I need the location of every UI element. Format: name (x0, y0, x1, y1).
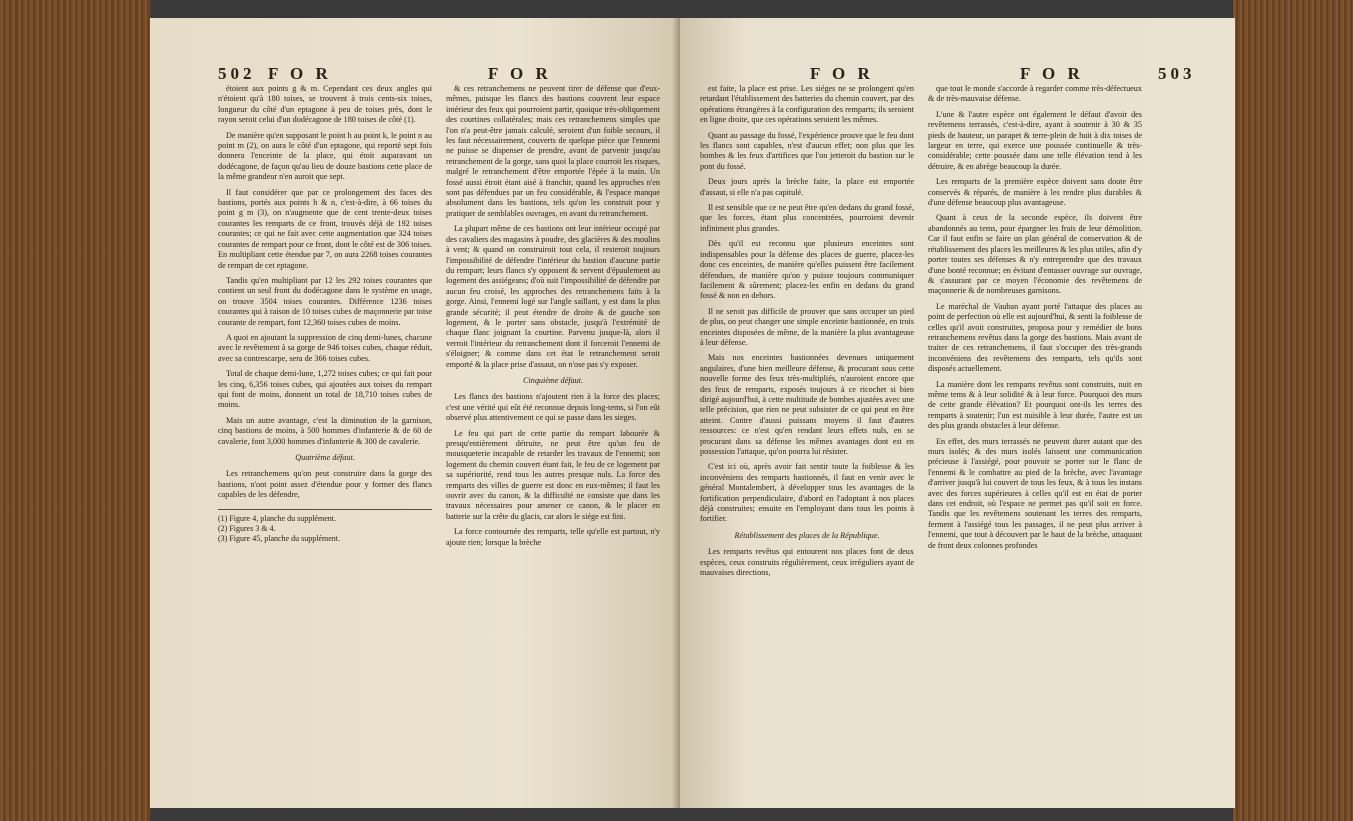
paragraph: La plupart même de ces bastions ont leur intérieur occupé par des cavaliers des magasins à poudre, des glacières & des moulins à vent; & quand on construiroit tout cela, il resteroit toujours l'impossibilité de défendre l'intérieur du bastion d'aucune partie du rempart; leurs flancs s'y opposent & servent d'épaulement au logement des assiégeans; d'où suit l'impossibilité de défendre par aucun feu croisé, les approches des retranchemens faits à la gorge. Ainsi, l'ennemi logé sur l'angle saillant, y est dans la plus grande sécurité; il peut étendre de droite & de gauche son logement, & le porter sans obstacle, jusqu'à l'extrémité de chaque flanc joignant la courtine. Parvenu jusque-là, alors il verroit l'intérieur du retranchement dont il forceroit l'ennemi de s'éloigner; & comme dans cet état le retranchement seroit emporté & la place prise d'assaut, on n'ose pas s'y exposer. (446, 224, 660, 369)
paragraph: & ces retranchemens ne peuvent tirer de défense que d'eux-mêmes, puisque les flancs des bastions couvrent leur espace intérieur des feux qui pourroient partir, quoique très-obliquement des courtines collatérales; mais ces retranchemens simples que l'on n'a peut-être jamais calculé, seroient d'un foible secours, il les faut nécessairement, couverts de quelque pièce que l'ennemi ne puisse se dispenser de prendre, avant de parvenir jusqu'au retranchement de la gorge, sans quoi la place courroit les risques, malgré le retranchement d'être emportée l'épée à la main. Un fossé aussi étroit étant aisé à franchir, quand les approches n'en sont pas défendues par un feu considérable, & l'espace manque absolument dans les bastions, tels qu'on les construit pour y pratiquer de semblables ouvrages, en avant du retranchement. (446, 84, 660, 218)
section-heading: Cinquième défaut. (522, 375, 584, 385)
footnote: (3) Figure 45, planche du supplément. (218, 533, 340, 543)
paragraph: Quant au passage du fossé, l'expérience prouve que le feu dont les flancs sont capables, n'est d'aucun effet; non plus que les bombes & les feux d'artifices que l'on jetteroit du bastion sur le pont du fossé. (700, 130, 914, 171)
footnote: (1) Figure 4, planche du supplément. (218, 513, 336, 523)
paragraph: Dès qu'il est reconnu que plusieurs enceintes sont indispensables pour la défense des places de guerre, placez-les donc ces enceintes, de manière qu'elles puissent être facilement défendues, de manière qu'on y puisse toujours communiquer facilement & sûrement; placez-les enfin en dedans du grand fossé & non en dehors. (700, 239, 914, 301)
left-page (150, 18, 680, 808)
paragraph: Tandis qu'en multipliant par 12 les 292 toises courantes que contient un seul front du dodécagone dans le système en usage, on trouve 3504 toises courantes. Différence 1236 toises courantes qui à raison de 10 toises cubes de maçonnerie par toise courante de rempart, font 12,360 toises cubes de moins. (218, 275, 432, 327)
paragraph: Mais nos enceintes bastionnées devenues uniquement angulaires, d'une bien meilleure défense, & procurant sous cette nouvelle forme des feux très-multipliés, n'auroient encore que des feux de remparts, exposés toujours à ce ricochet si bien dirigé aujourd'hui, à cette multitude de bombes ajustées avec une telle précision, que rien ne peut subsister de ce qui peut en être atteint. Contre d'aussi puissans moyens il faut d'autres ressources: ce n'est qu'en rendant leurs effets nuls, en se procurant dans sa défense les mêmes avantages dont est en possession l'attaque, qu'on pourra lui résister. (700, 353, 914, 456)
footnotes (218, 509, 432, 544)
left-column-1 (218, 84, 432, 724)
paragraph: Les retranchemens qu'on peut construire dans la gorge des bastions, n'ont point assez d'étendue pour y former des flancs capables de les défendre, (218, 469, 432, 500)
paragraph: Il est sensible que ce ne peut être qu'en dedans du grand fossé, que les forces, étant plus concentrées, pourroient devenir infiniment plus grandes. (700, 203, 914, 233)
left-columns (218, 84, 660, 724)
section-heading: Rétablissement des places de la République. (734, 530, 880, 540)
paragraph: Total de chaque demi-lune, 1,272 toises cubes; ce qui fait pour les cinq, 6,356 toises cubes, qui ajoutées aux toises du rempart qui font de moins, donnent un total de 18,710 toises cubes de moins. (218, 369, 432, 410)
book-edge-left (0, 0, 150, 821)
paragraph: A quoi en ajoutant la suppression de cinq demi-lunes, chacune avec le revêtement à sa gorge de 946 toises cubes, chaque réduit, avec sa contrescarpe, sera de 366 toises cubes. (218, 332, 432, 363)
right-header-title-2: F O R (1020, 64, 1084, 83)
paragraph: C'est ici où, après avoir fait sentir toute la foiblesse & les inconvéniens des remparts bastionnés, il faut en venir avec le général Montalembert, à développer tous les avantages de la fortification perpendiculaire, d'abord en l'adoptant à nos places déjà construites; ensuite en l'employant dans tous les points à fortifier. (700, 462, 914, 524)
paragraph: En effet, des murs terrassés ne peuvent durer autant que des murs isolés; & des murs isolés laissent une communication précieuse à l'assiégé, pour pouvoir se porter sur le flanc de l'ennemi & le combattre au pied de la brèche, avec l'avantage d'arriver jusqu'à lui couvert de tous les feux, & à tous les instans avec des forces supérieures à celles qu'il est en état de porter dans cet endroit, où l'espace ne permet pas qu'il soit en force. Tandis que les revêtemens soutenant les terres des remparts, ferment à l'assiégé tous les passages, il ne peut plus arriver à l'ennemi, que tout à découvert par le haut de la brèche, attaquant de front deux colonnes profondes (928, 436, 1142, 550)
paragraph: Il ne seroit pas difficile de prouver que sans occuper un pied de plus, on peut changer une simple enceinte bastionnée, en trois enceintes disposées de même, de la manière la plus avantageuse à leur défense. (700, 306, 914, 347)
left-page-number: 502 (218, 64, 256, 83)
paragraph: Mais un autre avantage, c'est la diminution de la garnison, cinq bastions de moins, à 500 hommes d'infanterie & de 60 de cavalerie, font 3,000 hommes d'infanterie & 300 de cavalerie. (218, 415, 432, 446)
right-page-number: 503 (1158, 64, 1196, 83)
footnote: (2) Figures 3 & 4. (218, 523, 276, 533)
section-heading: Quatrième défaut. (295, 453, 355, 462)
paragraph: La force contournée des remparts, telle qu'elle est partout, n'y ajoute rien; lorsque la brèche (446, 527, 660, 547)
paragraph: De manière qu'en supposant le point h au point k, le point n au point m (2), on aura le côté d'un eptagone, qui reporté sept fois donnera l'enceinte de la place, qui étoit auparavant un dodécagone, de façon qu'au lieu de douze bastions cette place de la même grandeur n'en auroit que sept. (218, 130, 432, 182)
paragraph: étoient aux points g & m. Cependant ces deux angles qui n'étoient qu'à 180 toises, se trouvent à trois cents-six toises, longueur du côté d'un eptagone à peu de toises près, dont le rayon seroit celui d'un dodécagone de 180 toises de côté (1). (218, 84, 432, 125)
book-edge-right (1233, 0, 1353, 821)
paragraph: est faite, la place est prise. Les siéges ne se prolongent qu'en retardant l'établissement des batteries du chemin couvert, par des opérations étrangères à la configuration des remparts; ils seroient en ligne droite, que ces opérations seroient les mêmes. (700, 84, 914, 125)
left-header-title: F O R (268, 64, 332, 83)
paragraph: Le feu qui part de cette partie du rempart labourée & presqu'entièrement détruite, ne peut être qu'un feu de mousqueterie incapable de retarder les travaux de l'ennemi; son logement du chemin couvert étant fait, le feu de ce logement par sa supériorité, rend tous les autres presque nuls. La force des remparts des villes de guerre est donc en eux-mêmes; il faut les ouvrir avec du canon, & la difficulté ne consiste que dans les travaux nécessaires pour amener ce canon, & le placer en batterie sur la crête du glacis, car alors le siége est fini. (446, 428, 660, 521)
paragraph: Le maréchal de Vauban ayant porté l'attaque des places au point de perfection où elle est aujourd'hui, & senti la foiblesse de celles qu'il avoit construites, proposa pour y remédier de bons retranchemens revêtus dans la gorge des bastions. Mais avant de traiter de ces retranchemens, il faut s'occuper des très-grands inconvéniens des revêtemens des remparts, tels qu'ils sont disposés actuellement. (928, 301, 1142, 374)
right-header-title: F O R (810, 64, 874, 83)
right-column-2 (928, 84, 1142, 724)
right-page (680, 18, 1235, 808)
paragraph: que tout le monde s'accorde à regarder comme très-défectueux & de très-mauvaise défense. (928, 84, 1142, 104)
paragraph: Il faut considérer que par ce prolongement des faces des bastions, portés aux points h & n, c'est-à-dire, à 66 toises du point g m (3), on n'augmente que de cent trente-deux toises courantes les remparts de ce front, trouvés déjà de 192 toises courantes; ce qui ne fait avec cette augmentation que 324 toises courantes de rempart pour ce front, dont le côté est de 306 toises. En multipliant cette étendue par 7, on aura 2268 toises courantes de rempart de cet eptagone. (218, 187, 432, 270)
paragraph: L'une & l'autre espèce ont également le défaut d'avoir des revêtemens terrassés, c'est-à-dire, ayant à soutenir à 30 & 35 pieds de hauteur, un parapet & terre-plein de huit à dix toises de largeur en terre, qui exerce une poussée continuelle & très-considérable; cette poussée dans une telle élévation tend à les détruire, & en abrège beaucoup la durée. (928, 109, 1142, 171)
paragraph: Les remparts de la première espèce doivent sans doute être conservés & réparés, de manière à les rendre plus durables & d'une défense beaucoup plus avantageuse. (928, 177, 1142, 208)
paragraph: Deux jours après la brèche faite, la place est emportée d'assaut, si elle n'a pas capitulé. (700, 177, 914, 197)
paragraph: Les flancs des bastions n'ajoutent rien à la force des places; c'est une vérité qui eût été reconnue depuis long-tems, si l'on eût observé plus attentivement ce qui se passe dans les sieges. (446, 392, 660, 423)
paragraph: La manière dont les remparts revêtus sont construits, nuit en même tems & à leur solidité & à leur force. Pourquoi des murs de cette grande élévation? Et pourquoi ont-ils les terres des remparts à soutenir; l'un est nuisible à leur durée, l'autre est un des plus grands obstacles à leur défense. (928, 379, 1142, 431)
left-header-title-2: F O R (488, 64, 552, 83)
right-columns (700, 84, 1142, 724)
right-column-1 (700, 84, 914, 724)
left-column-2 (446, 84, 660, 724)
paragraph: Quant à ceux de la seconde espèce, ils doivent être abandonnés au tems, pour épargner les frais de leur démolition. Car il faut enfin se faire un plan général de conservation & de rétablissement des places les meilleures & les plus utiles, afin d'y porter toutes ses défenses & n'y entreprendre que des travaux d'une bonté reconnue; en évitant d'entasser ouvrage sur ouvrage, & s'assurant par ce moyen l'économie des revêtemens de maçonnerie & de nombreuses garnisons. (928, 213, 1142, 296)
paragraph: Les remparts revêtus qui entourent nos places font de deux espèces, ceux construits régulièrement, ceux irréguliers ayant de mauvaises directions, (700, 547, 914, 578)
